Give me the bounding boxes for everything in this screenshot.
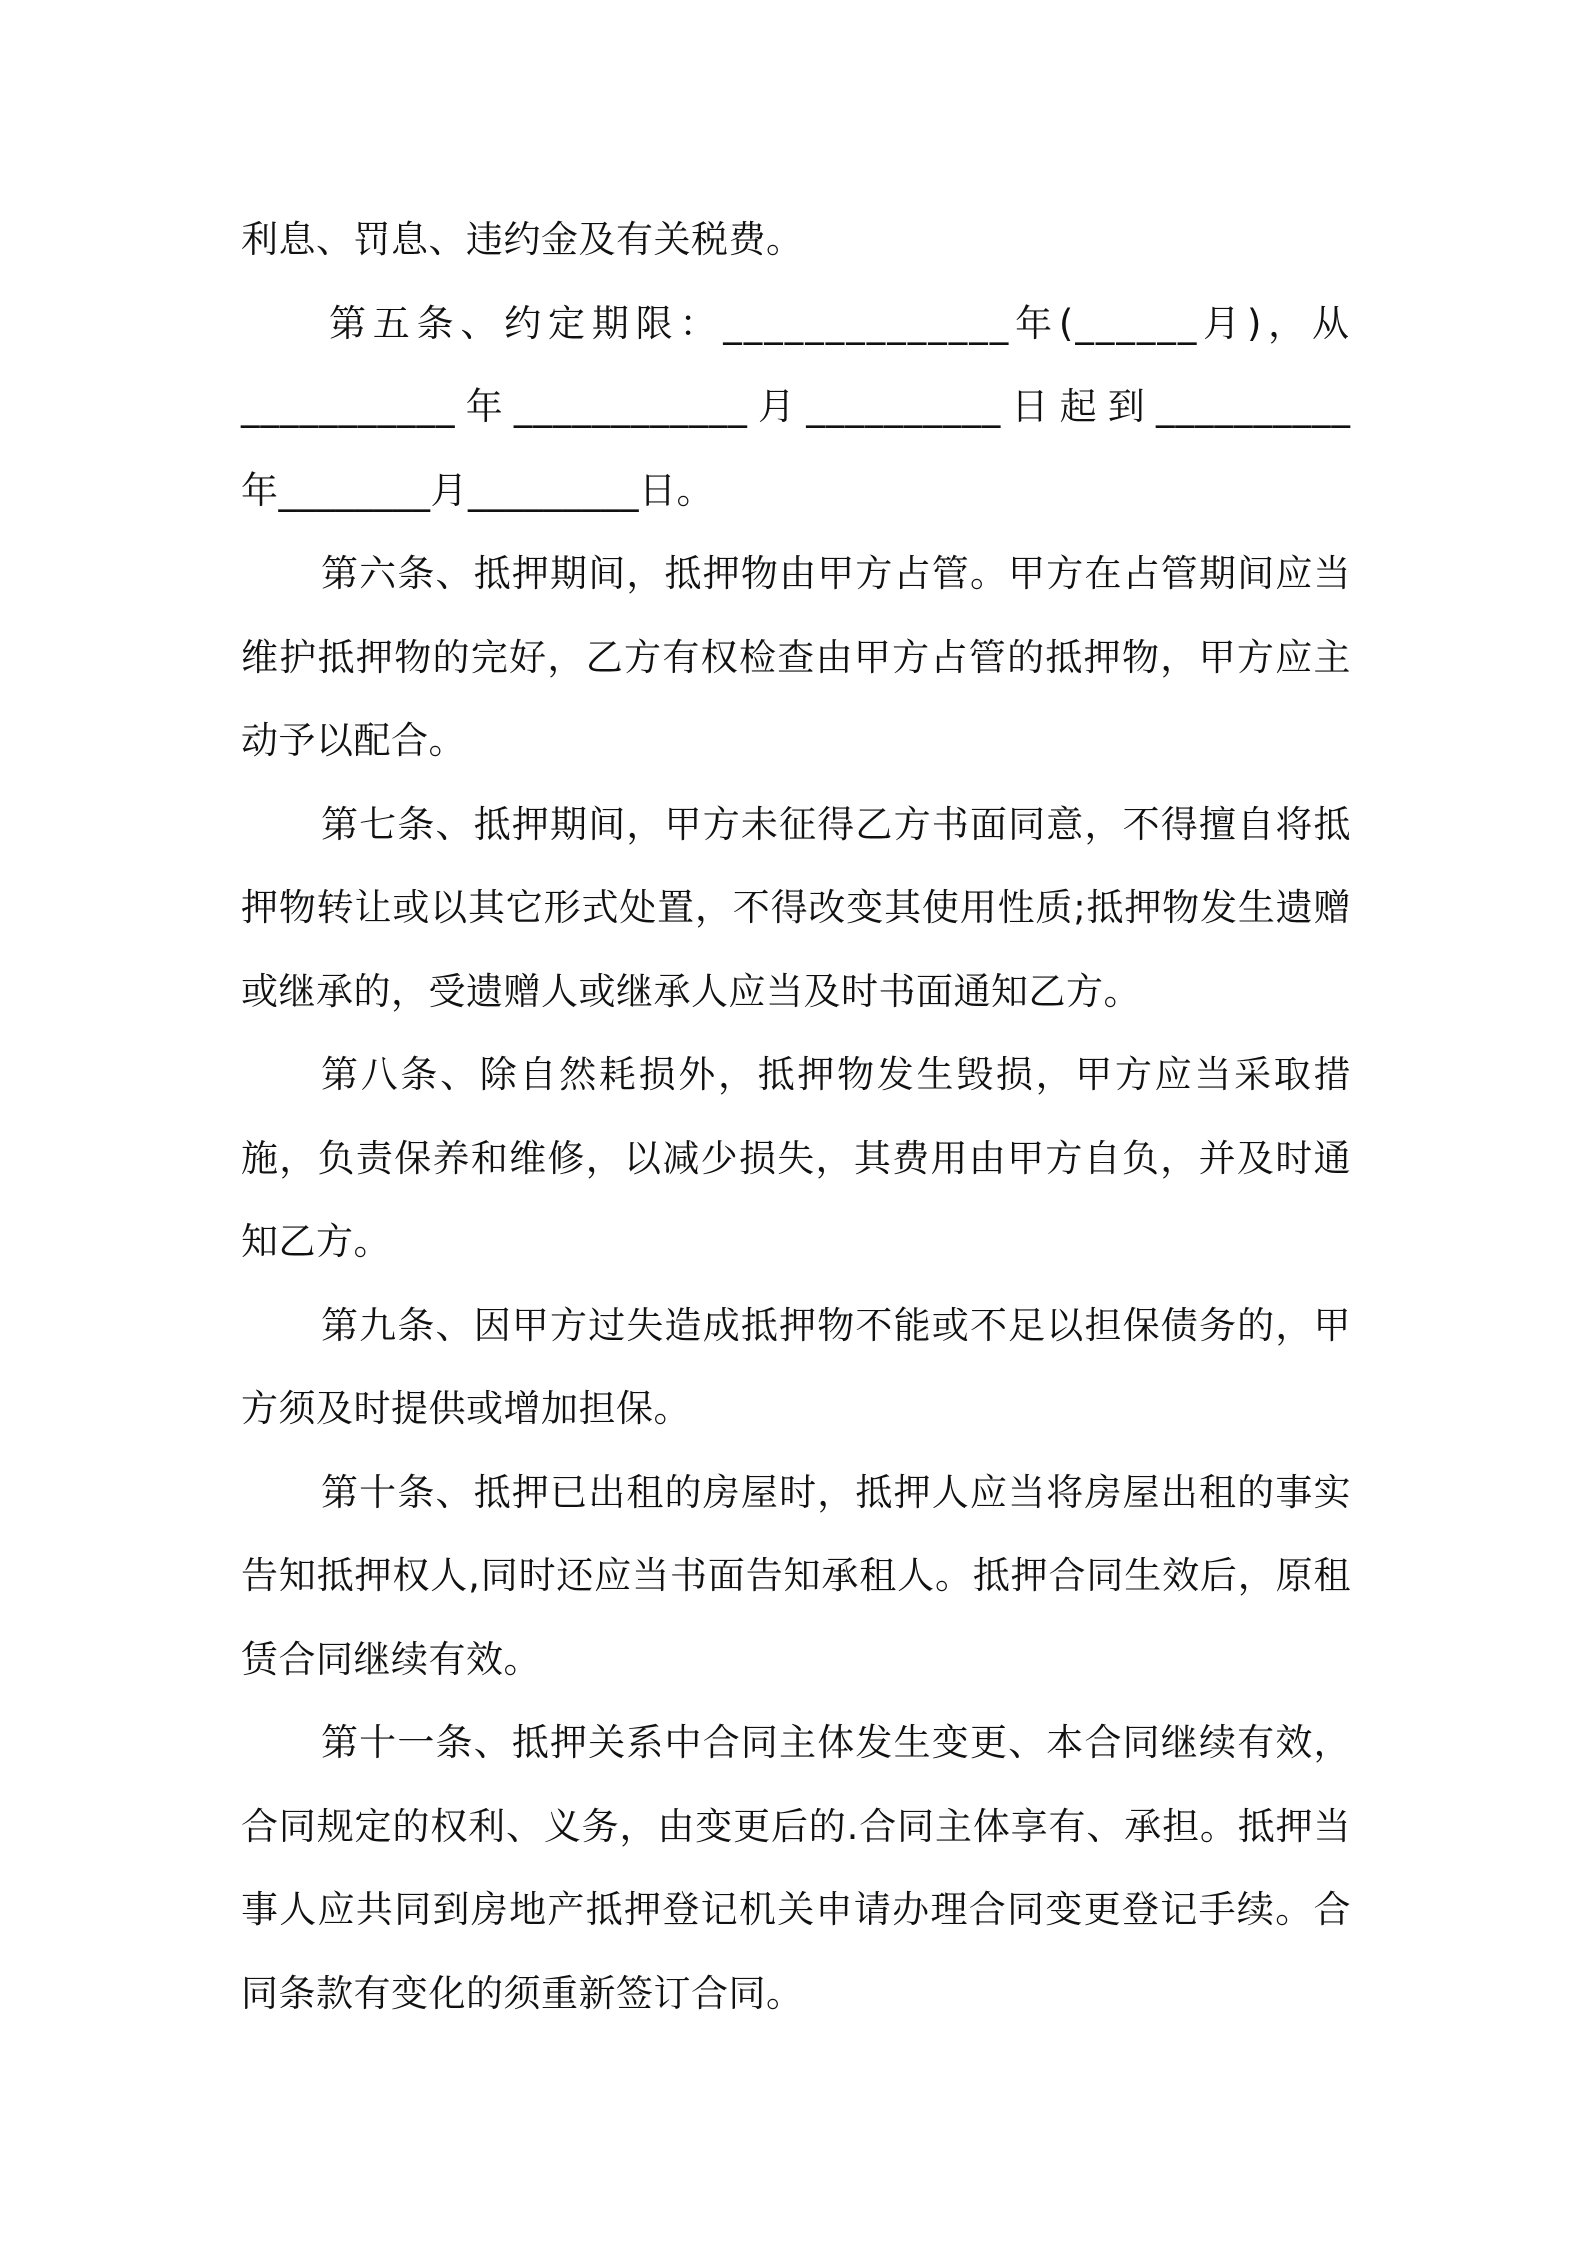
document-page: [241, 198, 1351, 2035]
paragraph-continuation: 利息、罚息、违约金及有关税费。: [241, 218, 804, 261]
clause-11-party-change: 第十一条、抵押关系中合同主体发生变更、本合同继续有效，合同规定的权利、义务，由变更后的.合同主体享有、承担。抵押当事人应共同到房地产抵押登记机关申请办理合同变更登记手续。合同条款有变化的须重新签订合同。: [241, 1721, 1351, 2015]
clause-6-custody: 第六条、抵押期间，抵押物由甲方占管。甲方在占管期间应当维护抵押物的完好，乙方有权检查由甲方占管的抵押物，甲方应主动予以配合。: [241, 552, 1351, 762]
clause-5-term: [241, 282, 1351, 533]
clause-8-damage: 第八条、除自然耗损外，抵押物发生毁损，甲方应当采取措施，负责保养和维修，以减少损失，其费用由甲方自负，并及时通知乙方。: [241, 1053, 1351, 1263]
clause-9-guarantee: 第九条、因甲方过失造成抵押物不能或不足以担保债务的，甲方须及时提供或增加担保。: [241, 1303, 1351, 1430]
clause-10-leased-property: 第十条、抵押已出租的房屋时，抵押人应当将房屋出租的事实告知抵押权人,同时还应当书面告知承租人。抵押合同生效后，原租赁合同继续有效。: [241, 1470, 1351, 1681]
clause-5-line-2: ___________年____________月__________日起到__________: [241, 385, 1351, 428]
clause-5-line-1: 第五条、约定期限：______________年(______月)，从: [329, 301, 1351, 345]
clause-7-disposal: 第七条、抵押期间，甲方未征得乙方书面同意，不得擅自将抵押物转让或以其它形式处置，不得改变其使用性质;抵押物发生遗赠或继承的，受遗赠人或继承人应当及时书面通知乙方。: [241, 802, 1351, 1013]
clause-5-line-3: 年________月_________日。: [241, 468, 714, 512]
